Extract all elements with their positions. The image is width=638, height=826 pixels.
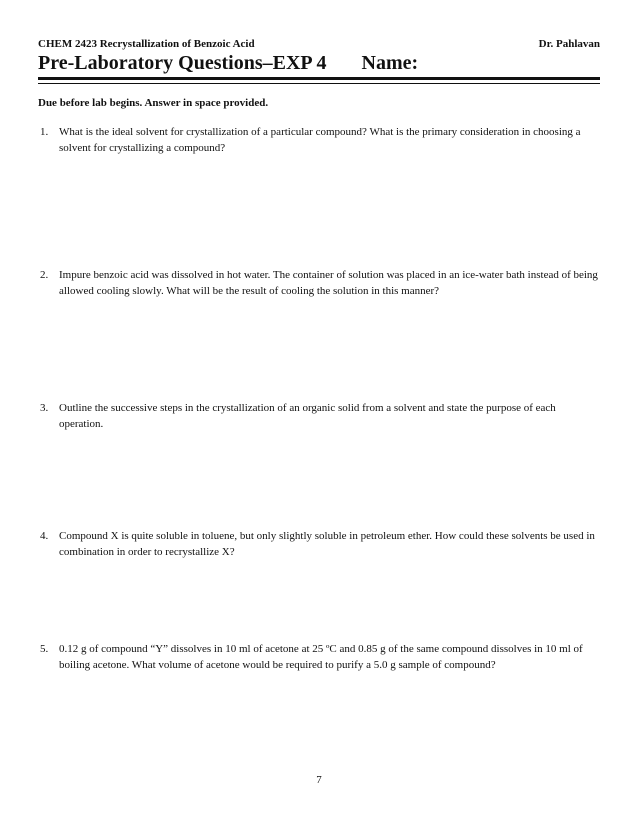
title-divider-thick (38, 77, 600, 80)
question-number: 1. (40, 126, 49, 138)
instructor-name: Dr. Pahlavan (538, 38, 600, 50)
question-number: 2. (40, 269, 49, 281)
question-number: 3. (40, 402, 49, 414)
question-text: Outline the successive steps in the crystallization of an organic solid from a solvent and state the purpose of each operation. (59, 402, 556, 430)
question-text: Impure benzoic acid was dissolved in hot water. The container of solution was placed in an ice-water bath instead of being allowed cooling slowly. What will be the result of cooling the solution in this manner? (59, 269, 598, 297)
title-divider-thin (38, 83, 600, 84)
question-text: What is the ideal solvent for crystallization of a particular compound? What is the primary consideration in choosing a solvent for crystallizing a compound? (59, 126, 581, 154)
question-5 (40, 641, 602, 673)
question-2 (40, 267, 602, 299)
question-3 (40, 400, 602, 432)
question-number: 4. (40, 530, 49, 542)
course-title: CHEM 2423 Recrystallization of Benzoic Acid (38, 38, 255, 50)
document-title: Pre-Laboratory Questions–EXP 4 (38, 52, 327, 74)
question-4 (40, 528, 602, 560)
page-title (38, 52, 418, 75)
instructions: Due before lab begins. Answer in space provided. (38, 97, 269, 109)
name-label: Name: (361, 52, 419, 74)
question-number: 5. (40, 643, 49, 655)
question-text: Compound X is quite soluble in toluene, but only slightly soluble in petroleum ether. How could these solvents be used in combination in order to recrystallize X? (59, 530, 595, 558)
page-number: 7 (316, 774, 322, 786)
question-text: 0.12 g of compound “Y” dissolves in 10 ml of acetone at 25 ºC and 0.85 g of the same compound dissolves in 10 ml of boiling acetone. What volume of acetone would be required to purify a 5.0 g sample of compound? (59, 643, 583, 671)
question-1 (40, 124, 602, 156)
